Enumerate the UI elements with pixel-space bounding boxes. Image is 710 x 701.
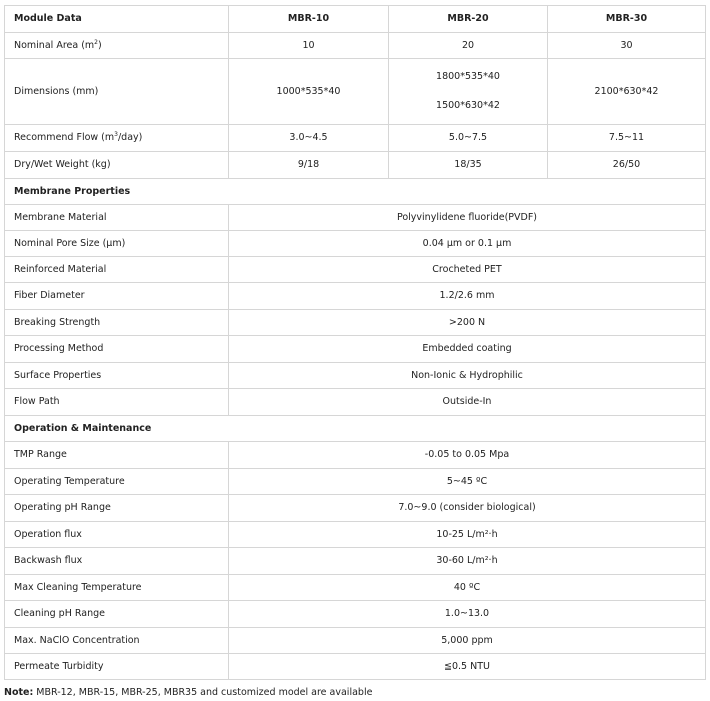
module-data-title: Module Data <box>5 6 229 33</box>
table-row <box>5 495 706 522</box>
dimensions-mbr20-b: 1500*630*42 <box>436 100 500 111</box>
spec-table <box>4 5 706 680</box>
nominal-area-row <box>5 33 706 59</box>
model-mbr20-header: MBR-20 <box>389 6 548 33</box>
dimensions-mbr30: 2100*630*42 <box>548 59 706 125</box>
naclo-concentration-label: Max. NaClO Concentration <box>5 628 229 654</box>
backwash-flux-label: Backwash flux <box>5 548 229 575</box>
table-row <box>5 310 706 336</box>
naclo-concentration-value: 5,000 ppm <box>229 628 706 654</box>
fiber-diameter-label: Fiber Diameter <box>5 283 229 310</box>
operating-ph-label: Operating pH Range <box>5 495 229 522</box>
dimensions-mbr10: 1000*535*40 <box>229 59 389 125</box>
permeate-turbidity-label: Permeate Turbidity <box>5 654 229 680</box>
nominal-area-mbr10: 10 <box>229 33 389 59</box>
table-row <box>5 363 706 389</box>
note-text: MBR-12, MBR-15, MBR-25, MBR35 and customized model are available <box>33 687 373 698</box>
weight-label: Dry/Wet Weight (kg) <box>5 152 229 179</box>
table-row <box>5 575 706 601</box>
membrane-section-row <box>5 179 706 205</box>
model-mbr30-header: MBR-30 <box>548 6 706 33</box>
nominal-area-label: Nominal Area $(m^2)$ <box>5 33 229 59</box>
operating-temperature-value: 5~45 ºC <box>229 469 706 495</box>
operation-section-title: Operation & Maintenance <box>5 416 706 442</box>
membrane-section-title: Membrane Properties <box>5 179 706 205</box>
reinforced-material-value: Crocheted PET <box>229 257 706 283</box>
weight-row <box>5 152 706 179</box>
tmp-range-value: -0.05 to 0.05 Mpa <box>229 442 706 469</box>
breaking-strength-value: >200 N <box>229 310 706 336</box>
cleaning-ph-value: 1.0~13.0 <box>229 601 706 628</box>
flow-path-value: Outside-In <box>229 389 706 416</box>
flow-mbr20: 5.0~7.5 <box>389 125 548 152</box>
processing-method-label: Processing Method <box>5 336 229 363</box>
table-row <box>5 601 706 628</box>
table-row <box>5 548 706 575</box>
nominal-area-mbr30: 30 <box>548 33 706 59</box>
flow-label: Recommend Flow $(m^3/day)$ <box>5 125 229 152</box>
table-row <box>5 469 706 495</box>
table-row <box>5 231 706 257</box>
breaking-strength-label: Breaking Strength <box>5 310 229 336</box>
module-header-row <box>5 6 706 33</box>
processing-method-value: Embedded coating <box>229 336 706 363</box>
dimensions-mbr20 <box>389 59 548 125</box>
permeate-turbidity-value: ≦0.5 NTU <box>229 654 706 680</box>
membrane-material-label: Membrane Material <box>5 205 229 231</box>
dimensions-row <box>5 59 706 125</box>
cleaning-ph-label: Cleaning pH Range <box>5 601 229 628</box>
footnote <box>4 687 372 698</box>
reinforced-material-label: Reinforced Material <box>5 257 229 283</box>
operating-ph-value: 7.0~9.0 (consider biological) <box>229 495 706 522</box>
surface-properties-label: Surface Properties <box>5 363 229 389</box>
flow-mbr10: 3.0~4.5 <box>229 125 389 152</box>
pore-size-value: 0.04 μm or 0.1 μm <box>229 231 706 257</box>
table-row <box>5 283 706 310</box>
max-cleaning-temp-value: 40 ºC <box>229 575 706 601</box>
weight-mbr10: 9/18 <box>229 152 389 179</box>
table-row <box>5 336 706 363</box>
dimensions-label: Dimensions (mm) <box>5 59 229 125</box>
tmp-range-label: TMP Range <box>5 442 229 469</box>
membrane-material-value: Polyvinylidene fluoride(PVDF) <box>229 205 706 231</box>
operation-flux-label: Operation flux <box>5 522 229 548</box>
dimensions-mbr20-a: 1800*535*40 <box>436 71 500 82</box>
flow-path-label: Flow Path <box>5 389 229 416</box>
table-row <box>5 205 706 231</box>
max-cleaning-temp-label: Max Cleaning Temperature <box>5 575 229 601</box>
weight-mbr20: 18/35 <box>389 152 548 179</box>
weight-mbr30: 26/50 <box>548 152 706 179</box>
surface-properties-value: Non-Ionic & Hydrophilic <box>229 363 706 389</box>
table-row <box>5 442 706 469</box>
table-row <box>5 522 706 548</box>
flow-row <box>5 125 706 152</box>
model-mbr10-header: MBR-10 <box>229 6 389 33</box>
note-label: Note: <box>4 687 34 698</box>
pore-size-label: Nominal Pore Size (μm) <box>5 231 229 257</box>
operation-section-row <box>5 416 706 442</box>
table-row <box>5 628 706 654</box>
nominal-area-mbr20: 20 <box>389 33 548 59</box>
table-row <box>5 257 706 283</box>
flow-mbr30: 7.5~11 <box>548 125 706 152</box>
fiber-diameter-value: 1.2/2.6 mm <box>229 283 706 310</box>
operating-temperature-label: Operating Temperature <box>5 469 229 495</box>
table-row <box>5 654 706 680</box>
table-row <box>5 389 706 416</box>
operation-flux-value: 10-25 L/m²·h <box>229 522 706 548</box>
backwash-flux-value: 30-60 L/m²·h <box>229 548 706 575</box>
